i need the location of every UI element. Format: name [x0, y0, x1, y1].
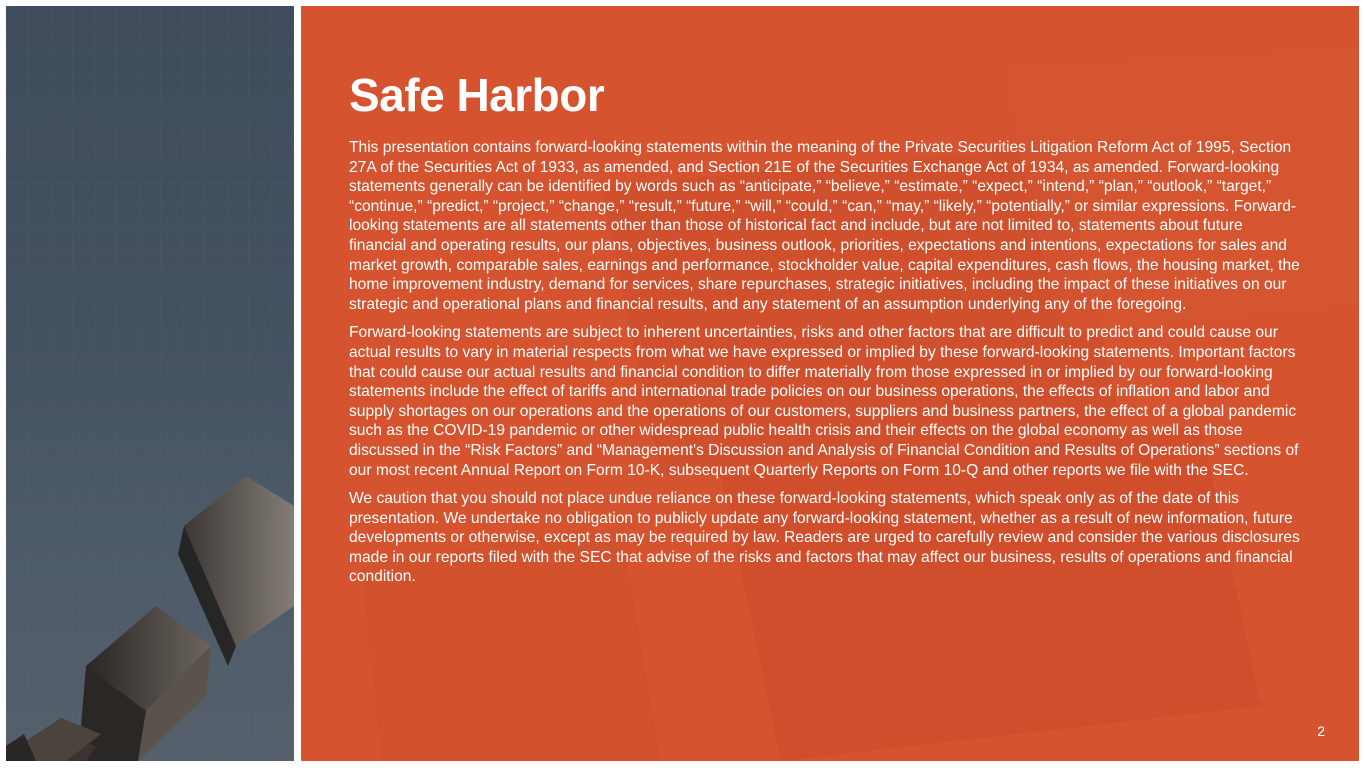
- paragraph-caution: We caution that you should not place undue reliance on these forward-looking statements, which speak only as of the date of this presentation. We undertake no obligation to publicly update any forward-looking statement, whether as a result of new information, future developments or otherwise, except as may be required by law. Readers are urged to carefully review and consider the various disclosures made in our reports filed with the SEC that advise of the risks and factors that may affect our business, results of operations and financial condition.: [349, 490, 1300, 586]
- building-photo: [6, 6, 294, 761]
- paragraph-risk-factors: Forward-looking statements are subject to inherent uncertainties, risks and other factors that are difficult to predict and could cause our actual results to vary in material respects from what we have expressed or implied by these forward-looking statements. Important factors that could cause our actual results and financial condition to differ materially from those expressed in or implied by our forward-looking statements include the effect of tariffs and international trade policies on our business operations, the effects of inflation and labor and supply shortages on our operations and the operations of our customers, suppliers and business partners, the effect of a global pandemic such as the COVID-19 pandemic or other widespread public health crisis and their effects on the global economy as well as those discussed in the “Risk Factors” and “Management's Discussion and Analysis of Financial Condition and Results of Operations” sections of our most recent Annual Report on Form 10-K, subsequent Quarterly Reports on Form 10-Q and other reports we file with the SEC.: [349, 324, 1299, 479]
- paragraph-forward-looking-intro: This presentation contains forward-looking statements within the meaning of the Private Securities Litigation Reform Act of 1995, Section 27A of the Securities Act of 1933, as amended, and Section 21E of the Securities Exchange Act of 1934, as amended. Forward-looking statements generally can be identified by words such as “anticipate,” “believe,” “estimate,” “expect,” “intend,” “plan,” “outlook,” “target,” “continue,” “predict,” “project,” “change,” “result,” “future,” “will,” “could,” “can,” “may,” “likely,” “potentially,” or similar expressions. Forward-looking statements are all statements other than those of historical fact and include, but are not limited to, statements about future financial and operating results, our plans, objectives, business outlook, priorities, expectations and intentions, expectations for sales and market growth, comparable sales, earnings and performance, stockholder value, capital expenditures, cash flows, the housing market, the home improvement industry, demand for services, share repurchases, strategic initiatives, including the impact of these initiatives on our strategic and operational plans and financial results, and any statement of an assumption underlying any of the foregoing.: [349, 139, 1300, 313]
- content-panel: [301, 6, 1359, 761]
- building-photo-art: [6, 6, 294, 761]
- page-number: 2: [1317, 723, 1325, 739]
- slide-title: Safe Harbor: [349, 69, 605, 121]
- disclaimer-body: [349, 138, 1301, 596]
